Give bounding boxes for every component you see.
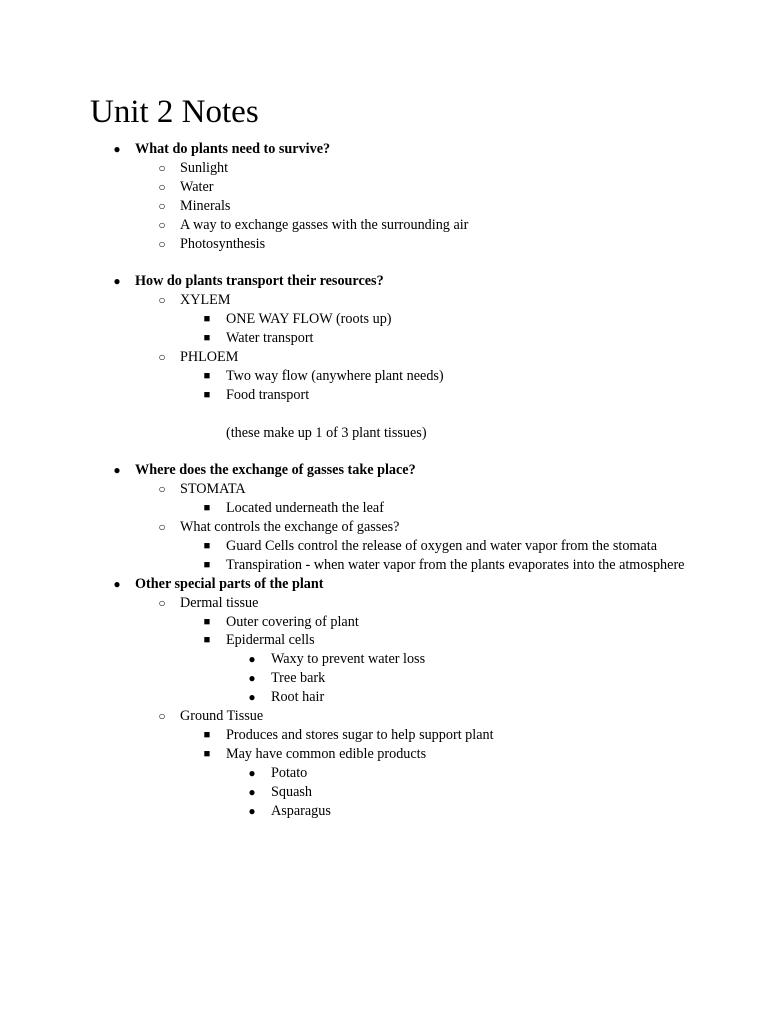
bullet-circle-icon: ○ [158,293,166,308]
list-item-text: Transpiration - when water vapor from the plants evaporates into the atmosphere [226,556,685,573]
bullet-circle-icon: ○ [158,482,166,497]
list-item [0,140,768,159]
list-item [0,802,768,821]
list-item-text: Epidermal cells [226,632,315,649]
bullet-disc-icon: ● [248,690,256,705]
list-item [0,537,768,556]
list-item [0,216,768,235]
list-item-text: Waxy to prevent water loss [271,651,426,668]
list-item [0,556,768,575]
bullet-circle-icon: ○ [158,160,166,175]
bullet-disc-icon: ● [248,784,256,799]
bullet-disc-icon: ● [113,142,121,156]
list-item-text: Two way flow (anywhere plant needs) [226,367,444,384]
list-item-text: A way to exchange gasses with the surrounding air [180,216,469,233]
bullet-disc-icon: ● [248,671,256,686]
list-item-text: (these make up 1 of 3 plant tissues) [226,424,427,441]
bullet-disc-icon: ● [248,803,256,818]
list-item-text: Food transport [226,386,310,403]
list-item [0,159,768,178]
list-item-text: Located underneath the leaf [226,500,384,517]
bullet-circle-icon: ○ [158,520,166,534]
list-item [0,424,768,443]
list-item-text: Minerals [180,197,231,214]
bullet-disc-icon: ● [248,652,256,667]
list-item [0,348,768,367]
list-item [0,575,768,594]
list-item [0,631,768,650]
section-heading: Where does the exchange of gasses take place? [135,462,416,479]
list-item [0,688,768,707]
bullet-square-icon: ■ [203,502,211,515]
list-item [0,613,768,632]
list-item-text: Squash [271,783,312,800]
list-item [0,707,768,726]
list-item-text: Root hair [271,689,325,706]
bullet-square-icon: ■ [203,539,211,552]
page-title: Unit 2 Notes [90,94,259,130]
list-item [0,650,768,669]
bullet-square-icon: ■ [203,388,211,401]
list-item [0,235,768,254]
list-item [0,783,768,802]
section-heading: Other special parts of the plant [135,575,324,592]
list-item-text: Outer covering of plant [226,613,359,630]
list-item-text: What controls the exchange of gasses? [180,519,400,535]
list-item-text: Tree bark [271,670,326,687]
list-item [0,461,768,480]
list-item-text: PHLOEM [180,348,239,365]
list-item-text: STOMATA [180,481,246,498]
bullet-circle-icon: ○ [158,349,166,364]
bullet-square-icon: ■ [203,634,211,647]
bullet-disc-icon: ● [248,765,256,780]
bullet-circle-icon: ○ [158,236,166,251]
list-item [0,178,768,197]
list-item [0,499,768,518]
bullet-square-icon: ■ [203,369,211,382]
list-item [0,310,768,329]
bullet-disc-icon: ● [113,576,121,591]
list-item [0,518,768,537]
bullet-circle-icon: ○ [158,179,166,194]
list-item-text: Asparagus [271,802,331,819]
bullet-circle-icon: ○ [158,217,166,232]
list-item [0,745,768,764]
list-item [0,669,768,688]
list-item-text: Produces and stores sugar to help support plant [226,726,494,743]
bullet-circle-icon: ○ [158,595,166,610]
list-item-text: Water transport [226,330,314,346]
list-item [0,594,768,613]
list-item-text: Potato [271,764,308,781]
bullet-square-icon: ■ [203,615,211,628]
bullet-square-icon: ■ [203,313,211,326]
bullet-square-icon: ■ [203,558,211,571]
section-heading: How do plants transport their resources? [135,273,384,290]
bullet-square-icon: ■ [203,747,211,760]
list-item-text: XYLEM [180,292,231,309]
list-item [0,726,768,745]
list-item [0,764,768,783]
list-item [0,197,768,216]
list-item-text: Dermal tissue [180,594,259,611]
list-item [0,329,768,348]
list-item-text: ONE WAY FLOW (roots up) [226,311,392,328]
bullet-circle-icon: ○ [158,709,166,723]
list-item-text: Water [180,178,214,195]
bullet-square-icon: ■ [203,728,211,741]
list-item [0,291,768,310]
list-item [0,272,768,291]
list-item [0,480,768,499]
list-item [0,367,768,386]
list-item-text: Guard Cells control the release of oxygen and water vapor from the stomata [226,537,657,554]
bullet-square-icon: ■ [203,332,211,344]
bullet-circle-icon: ○ [158,198,166,213]
list-item-text: Sunlight [180,159,229,176]
section-heading: What do plants need to survive? [135,141,331,157]
bullet-disc-icon: ● [113,463,121,478]
bullet-disc-icon: ● [113,274,121,289]
list-item-text: Photosynthesis [180,235,266,252]
list-item-text: Ground Tissue [180,708,264,724]
list-item [0,386,768,405]
list-item-text: May have common edible products [226,745,427,762]
